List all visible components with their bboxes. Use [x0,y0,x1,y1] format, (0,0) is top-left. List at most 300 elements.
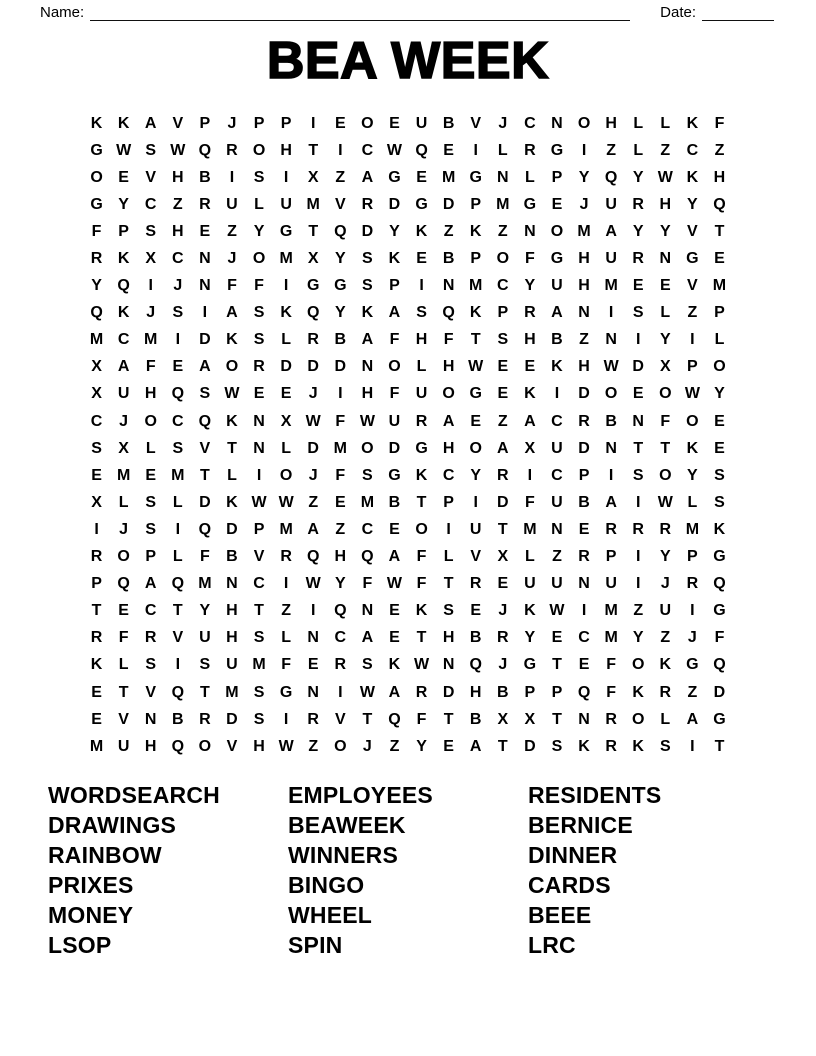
grid-letter: Q [713,575,726,593]
grid-letter: X [91,493,102,511]
grid-letter: O [659,466,672,484]
grid-letter: D [307,358,319,376]
grid-letter: R [307,331,319,349]
grid-letter: W [413,656,430,674]
grid-letter: C [497,277,509,295]
grid-letter: R [605,710,617,728]
grid-letter: H [172,168,184,186]
grid-letter: P [551,683,563,701]
grid-letter: F [362,575,373,593]
grid-letter: E [443,737,454,755]
grid-letter: O [388,358,401,376]
grid-letter: B [578,493,590,511]
grid-letter: L [281,439,291,457]
grid-letter: Q [442,304,455,322]
grid-letter: H [713,168,726,186]
grid-letter: M [89,331,104,349]
grid-letter: N [551,520,563,538]
grid-letter: Q [198,412,212,430]
grid-letter: Y [91,277,102,295]
grid-letter: S [362,277,373,295]
grid-letter: L [281,629,291,647]
grid-letter: S [172,304,184,322]
grid-letter: B [442,114,455,132]
grid-letter: U [117,737,130,755]
grid-letter: U [415,385,428,403]
grid-letter: R [307,710,319,728]
word-list-item: WINNERS [288,842,399,869]
grid-letter: J [308,385,318,403]
grid-letter: O [279,466,293,484]
grid-letter: L [281,331,291,349]
grid-letter: N [578,304,590,322]
grid-letter: O [90,168,103,186]
word-list-item: WHEEL [288,901,373,928]
grid-letter: M [198,575,212,593]
grid-letter: T [118,683,129,701]
grid-letter: M [225,683,239,701]
grid-letter: E [470,412,482,430]
grid-letter: J [119,412,129,430]
grid-letter: G [713,548,726,566]
grid-letter: C [253,575,265,593]
grid-letter: W [657,168,673,186]
grid-letter: Z [281,602,291,620]
grid-letter: Y [659,222,671,240]
grid-letter: E [443,141,454,159]
grid-letter: U [280,195,292,213]
grid-letter: H [280,141,292,159]
grid-letter: R [659,520,672,538]
grid-letter: R [497,466,509,484]
date-blank-line [702,6,774,21]
grid-letter: H [442,358,455,376]
grid-letter: K [469,304,482,322]
grid-letter: C [578,629,590,647]
grid-letter: M [360,493,375,511]
grid-letter: D [632,358,644,376]
grid-letter: Q [198,520,212,538]
grid-letter: S [443,602,454,620]
grid-letter: O [631,710,645,728]
grid-letter: P [578,466,590,484]
grid-letter: V [687,222,698,240]
grid-letter: Q [198,141,212,159]
grid-letter: T [227,439,237,457]
grid-letter: D [578,385,590,403]
grid-letter: J [308,466,318,484]
grid-letter: P [145,548,157,566]
grid-letter: G [713,602,726,620]
grid-letter: E [497,385,509,403]
grid-letter: J [173,277,183,295]
grid-letter: X [659,358,671,376]
grid-letter: M [577,222,591,240]
grid-letter: F [389,385,400,403]
grid-letter: V [470,114,482,132]
grid-letter: S [362,466,373,484]
grid-letter: Y [632,168,644,186]
grid-letter: Y [632,629,644,647]
grid-letter: D [442,195,455,213]
grid-letter: N [199,250,211,268]
grid-letter: K [117,114,130,132]
grid-letter: S [145,520,157,538]
grid-letter: A [524,412,536,430]
grid-letter: I [635,575,641,593]
grid-letter: C [361,520,374,538]
grid-letter: U [605,250,617,268]
grid-letter: Z [227,222,237,240]
grid-letter: H [659,195,672,213]
grid-letter: U [605,575,617,593]
grid-letter: Z [335,520,346,538]
grid-letter: P [253,114,265,132]
grid-letter: Z [687,304,698,322]
grid-letter: N [226,575,238,593]
grid-letter: U [605,195,617,213]
grid-letter: V [172,629,184,647]
grid-letter: R [497,629,509,647]
grid-letter: C [144,602,157,620]
grid-letter: M [252,656,266,674]
grid-letter: I [338,385,343,403]
grid-letter: I [310,114,316,132]
grid-letter: S [253,710,265,728]
grid-letter: F [91,222,102,240]
grid-letter: H [605,114,617,132]
grid-letter: Z [552,548,562,566]
grid-letter: M [89,737,104,755]
grid-letter: H [578,358,590,376]
grid-letter: O [686,412,699,430]
grid-letter: E [578,520,590,538]
grid-letter: N [253,412,265,430]
grid-letter: Z [687,683,698,701]
grid-letter: U [117,385,130,403]
grid-letter: V [118,710,129,728]
word-column-1 [48,781,288,960]
grid-letter: T [443,710,454,728]
grid-letter: O [577,114,591,132]
grid-letter: E [253,385,265,403]
name-label: Name: [40,4,85,21]
grid-letter: C [551,412,563,430]
word-list-item: LRC [528,931,576,958]
grid-letter: O [361,114,374,132]
grid-letter: M [712,277,727,295]
grid-letter: X [145,250,157,268]
grid-letter: E [145,466,157,484]
grid-letter: H [578,277,590,295]
grid-letter: G [523,656,537,674]
grid-letter: Z [308,737,319,755]
grid-letter: K [280,304,292,322]
grid-letter: Q [90,304,103,322]
grid-letter: I [690,602,695,620]
grid-letter: U [388,412,401,430]
grid-letter: M [306,195,320,213]
grid-letter: L [660,710,671,728]
grid-letter: Y [687,466,698,484]
grid-letter: E [280,385,292,403]
grid-letter: G [415,439,428,457]
grid-letter: G [686,250,699,268]
grid-letter: I [202,304,208,322]
grid-letter: M [604,629,618,647]
grid-letter: O [442,385,455,403]
grid-letter: C [524,114,536,132]
grid-letter: T [199,683,210,701]
grid-letter: B [226,548,238,566]
grid-letter: C [334,629,347,647]
grid-letter: R [253,358,265,376]
grid-letter: P [199,114,211,132]
grid-letter: A [117,358,130,376]
grid-letter: K [713,520,726,538]
grid-letter: Z [714,141,725,159]
grid-letter: R [415,683,428,701]
grid-letter: H [442,439,455,457]
grid-letter: I [229,168,235,186]
grid-letter: G [713,710,726,728]
grid-letter: B [605,412,617,430]
grid-letter: L [687,493,698,511]
grid-letter: H [253,737,265,755]
grid-letter: I [527,466,533,484]
grid-letter: N [524,222,536,240]
grid-letter: H [226,629,238,647]
grid-letter: Q [171,575,185,593]
grid-letter: B [497,683,509,701]
grid-letter: K [415,602,428,620]
grid-letter: O [144,412,157,430]
grid-letter: T [497,520,508,538]
grid-letter: Y [118,195,129,213]
grid-letter: V [226,737,238,755]
grid-letter: F [714,629,725,647]
grid-letter: H [578,250,590,268]
grid-letter: T [308,141,319,159]
grid-letter: O [496,250,510,268]
grid-letter: U [226,195,238,213]
grid-letter: P [118,222,129,240]
letter-grid [83,110,733,760]
grid-letter: B [388,493,401,511]
grid-letter: A [144,114,157,132]
grid-letter: K [117,250,130,268]
grid-letter: N [578,575,590,593]
grid-letter: J [498,114,508,132]
grid-letter: D [497,493,509,511]
grid-letter: G [306,277,320,295]
grid-letter: L [172,548,183,566]
grid-letter: N [551,114,563,132]
grid-letter: Z [389,737,400,755]
grid-letter: E [334,493,346,511]
grid-letter: M [171,466,185,484]
grid-letter: Q [361,548,374,566]
grid-letter: L [172,493,183,511]
grid-letter: T [362,710,373,728]
grid-letter: N [307,629,319,647]
grid-letter: J [227,114,237,132]
grid-letter: M [685,520,700,538]
word-list-item: BEEE [528,901,592,928]
grid-letter: K [226,331,238,349]
word-list-item: BEAWEEK [288,812,406,839]
grid-letter: M [469,277,483,295]
grid-letter: C [361,141,374,159]
grid-letter: I [419,277,424,295]
grid-letter: B [442,250,455,268]
grid-letter: H [415,331,428,349]
grid-letter: G [388,466,401,484]
grid-letter: L [227,466,237,484]
grid-letter: P [389,277,400,295]
grid-letter: O [415,520,428,538]
grid-letter: D [307,439,319,457]
grid-letter: O [604,385,618,403]
grid-letter: A [361,629,374,647]
grid-letter: E [91,466,102,484]
grid-letter: S [253,168,265,186]
grid-letter: F [606,683,616,701]
grid-letter: Y [687,195,698,213]
grid-letter: O [631,656,645,674]
grid-letter: Y [578,168,590,186]
grid-letter: X [524,710,536,728]
grid-letter: K [524,385,536,403]
grid-letter: C [172,250,184,268]
grid-letter: R [226,141,238,159]
grid-letter: S [145,141,157,159]
grid-letter: P [687,548,698,566]
grid-letter: T [714,737,725,755]
grid-letter: Y [334,250,346,268]
grid-letter: Y [524,277,536,295]
grid-letter: H [334,548,347,566]
grid-letter: Z [633,602,644,620]
grid-letter: K [90,114,103,132]
grid-letter: R [90,250,103,268]
grid-letter: K [226,493,238,511]
grid-letter: K [90,656,103,674]
grid-letter: E [416,168,427,186]
grid-letter: T [660,439,671,457]
grid-letter: Y [470,466,482,484]
grid-letter: H [172,222,184,240]
grid-letter: K [686,439,699,457]
grid-letter: I [554,385,560,403]
grid-letter: O [361,439,374,457]
grid-letter: Z [660,141,671,159]
grid-letter: M [604,602,618,620]
grid-letter: J [498,656,508,674]
grid-letter: R [578,412,590,430]
grid-letter: N [578,710,590,728]
grid-letter: Q [117,575,130,593]
grid-letter: H [361,385,374,403]
grid-letter: D [713,683,726,701]
grid-letter: H [144,737,157,755]
grid-letter: O [469,439,482,457]
grid-letter: I [175,520,181,538]
grid-letter: J [660,575,670,593]
grid-letter: A [388,683,401,701]
grid-letter: Q [117,277,130,295]
grid-letter: K [469,222,482,240]
grid-letter: B [334,331,347,349]
grid-letter: Y [416,737,427,755]
grid-letter: Z [660,629,671,647]
grid-letter: N [144,710,157,728]
grid-letter: N [361,358,374,376]
grid-letter: A [686,710,699,728]
grid-letter: N [605,439,617,457]
grid-letter: E [714,412,725,430]
grid-letter: Q [171,683,185,701]
grid-letter: N [253,439,265,457]
grid-letter: F [524,493,535,511]
grid-letter: E [632,277,644,295]
grid-letter: Q [469,656,482,674]
grid-letter: F [145,358,156,376]
grid-letter: G [415,195,428,213]
grid-letter: Q [306,548,320,566]
grid-letter: S [551,737,563,755]
grid-letter: J [498,602,508,620]
grid-letter: R [524,141,536,159]
grid-letter: T [552,710,562,728]
grid-letter: S [172,439,184,457]
grid-letter: R [334,656,347,674]
grid-letter: K [388,250,401,268]
grid-letter: C [686,141,699,159]
grid-letter: E [91,683,102,701]
grid-letter: A [361,168,374,186]
grid-letter: L [660,114,671,132]
grid-letter: N [199,277,211,295]
grid-letter: D [226,520,238,538]
grid-letter: E [389,629,400,647]
grid-letter: I [608,466,614,484]
grid-letter: F [606,656,616,674]
grid-letter: T [416,629,427,647]
grid-letter: D [199,493,211,511]
grid-letter: F [443,331,454,349]
word-list-item: WORDSEARCH [48,782,220,809]
grid-letter: E [551,629,563,647]
name-blank-line [90,6,630,21]
grid-letter: S [362,656,373,674]
grid-letter: Y [659,331,671,349]
grid-letter: L [524,548,535,566]
grid-letter: F [199,548,210,566]
grid-letter: C [144,195,157,213]
grid-letter: A [388,548,401,566]
grid-letter: L [660,304,671,322]
grid-letter: K [226,412,238,430]
grid-letter: W [278,493,294,511]
grid-letter: M [333,439,347,457]
grid-letter: W [386,141,402,159]
grid-letter: A [442,412,455,430]
grid-letter: I [310,602,316,620]
grid-letter: L [443,548,454,566]
grid-letter: Q [713,195,726,213]
grid-letter: F [281,656,291,674]
